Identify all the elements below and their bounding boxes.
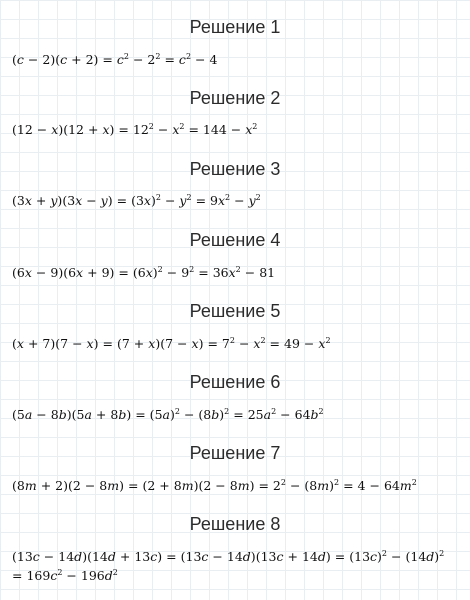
solution-title: Решение 5	[189, 301, 281, 321]
solution-title: Решение 7	[189, 443, 281, 463]
solution-formula: $(3x + y)(3x - y) = (3x)^2 - y^2 = 9x^2 - y^2$	[12, 193, 261, 208]
solution-title: Решение 3	[189, 159, 281, 179]
solution-formula: $(5a - 8b)(5a + 8b) = (5a)^2 - (8b)^2 = 25a^2 - 64b^2$	[12, 407, 324, 422]
solution-title: Решение 1	[189, 17, 281, 37]
solution-formula: $(8m + 2)(2 - 8m) = (2 + 8m)(2 - 8m) = 2^2 - (8m)^2 = 4 - 64m^2$	[12, 478, 417, 493]
solution-title: Решение 4	[189, 230, 281, 250]
solution-formula: $(c - 2)(c + 2) = c^2 - 2^2 = c^2 - 4$	[12, 52, 218, 67]
solution-title: Решение 2	[189, 88, 281, 108]
solution-formula: $(x + 7)(7 - x) = (7 + x)(7 - x) = 7^2 - x^2 = 49 - x^2$	[12, 336, 331, 351]
solution-formula: $(13c - 14d)(14d + 13c) = (13c - 14d)(13c + 14d) = (13c)^2 - (14d)^2$	[12, 549, 445, 564]
solution-title: Решение 8	[189, 514, 281, 534]
solution-formula: $(6x - 9)(6x + 9) = (6x)^2 - 9^2 = 36x^2 - 81$	[12, 265, 276, 280]
solution-formula: $(12 - x)(12 + x) = 12^2 - x^2 = 144 - x^2$	[12, 122, 258, 137]
solution-formula-continued: = $169c^2 - 196d^2$	[12, 568, 118, 583]
solution-title: Решение 6	[189, 372, 281, 392]
